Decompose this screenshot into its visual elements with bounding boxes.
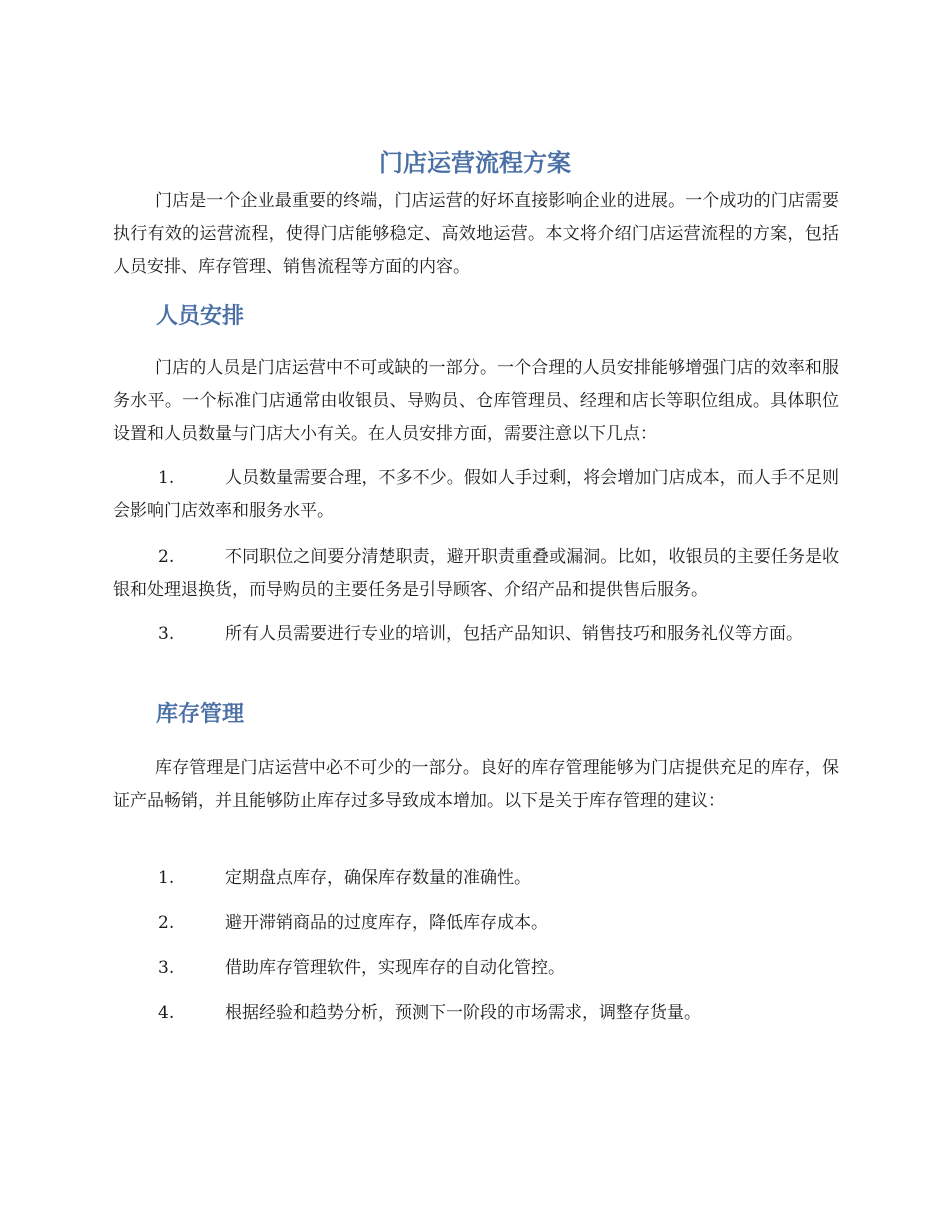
inventory-paragraph: 库存管理是门店运营中必不可少的一部分。良好的库存管理能够为门店提供充足的库存，保证产品畅销，并且能够防止库存过多导致成本增加。以下是关于库存管理的建议： <box>113 758 839 811</box>
list-item-number: 3. <box>158 958 175 978</box>
list-item-number: 2. <box>158 913 175 933</box>
list-item-text: 所有人员需要进行专业的培训，包括产品知识、销售技巧和服务礼仪等方面。 <box>225 624 803 644</box>
intro-paragraph: 门店是一个企业最重要的终端，门店运营的好坏直接影响企业的进展。一个成功的门店需要执行有效的运营流程，使得门店能够稳定、高效地运营。本文将介绍门店运营流程的方案，包括人员安排、库存管理、销售流程等方面的内容。 <box>113 191 839 277</box>
list-item-text: 借助库存管理软件，实现库存的自动化管控。 <box>225 958 565 978</box>
list-item <box>113 997 839 1030</box>
section-heading-inventory: 库存管理 <box>156 702 245 727</box>
list-item <box>113 618 839 651</box>
list-item-number: 3. <box>158 624 175 644</box>
list-item-number: 1. <box>158 468 175 488</box>
list-item <box>113 907 839 940</box>
list-item <box>113 462 839 528</box>
list-item-number: 4. <box>158 1003 175 1023</box>
list-item-text: 根据经验和趋势分析，预测下一阶段的市场需求，调整存货量。 <box>225 1003 701 1023</box>
document-title: 门店运营流程方案 <box>379 149 571 177</box>
list-item <box>113 952 839 985</box>
list-item-text: 人员数量需要合理，不多不少。假如人手过剩，将会增加门店成本，而人手不足则会影响门店效率和服务水平。 <box>113 468 839 521</box>
list-item-number: 2. <box>158 547 175 567</box>
staffing-paragraph: 门店的人员是门店运营中不可或缺的一部分。一个合理的人员安排能够增强门店的效率和服务水平。一个标准门店通常由收银员、导购员、仓库管理员、经理和店长等职位组成。具体职位设置和人员数量与门店大小有关。在人员安排方面，需要注意以下几点： <box>113 358 839 444</box>
section-heading-staffing: 人员安排 <box>156 304 245 329</box>
list-item-text: 定期盘点库存，确保库存数量的准确性。 <box>225 868 531 888</box>
list-item <box>113 541 839 607</box>
list-item-number: 1. <box>158 868 175 888</box>
list-item-text: 避开滞销商品的过度库存，降低库存成本。 <box>225 913 548 933</box>
list-item-text: 不同职位之间要分清楚职责，避开职责重叠或漏洞。比如，收银员的主要任务是收银和处理退换货，而导购员的主要任务是引导顾客、介绍产品和提供售后服务。 <box>113 547 839 600</box>
list-item <box>113 862 839 895</box>
